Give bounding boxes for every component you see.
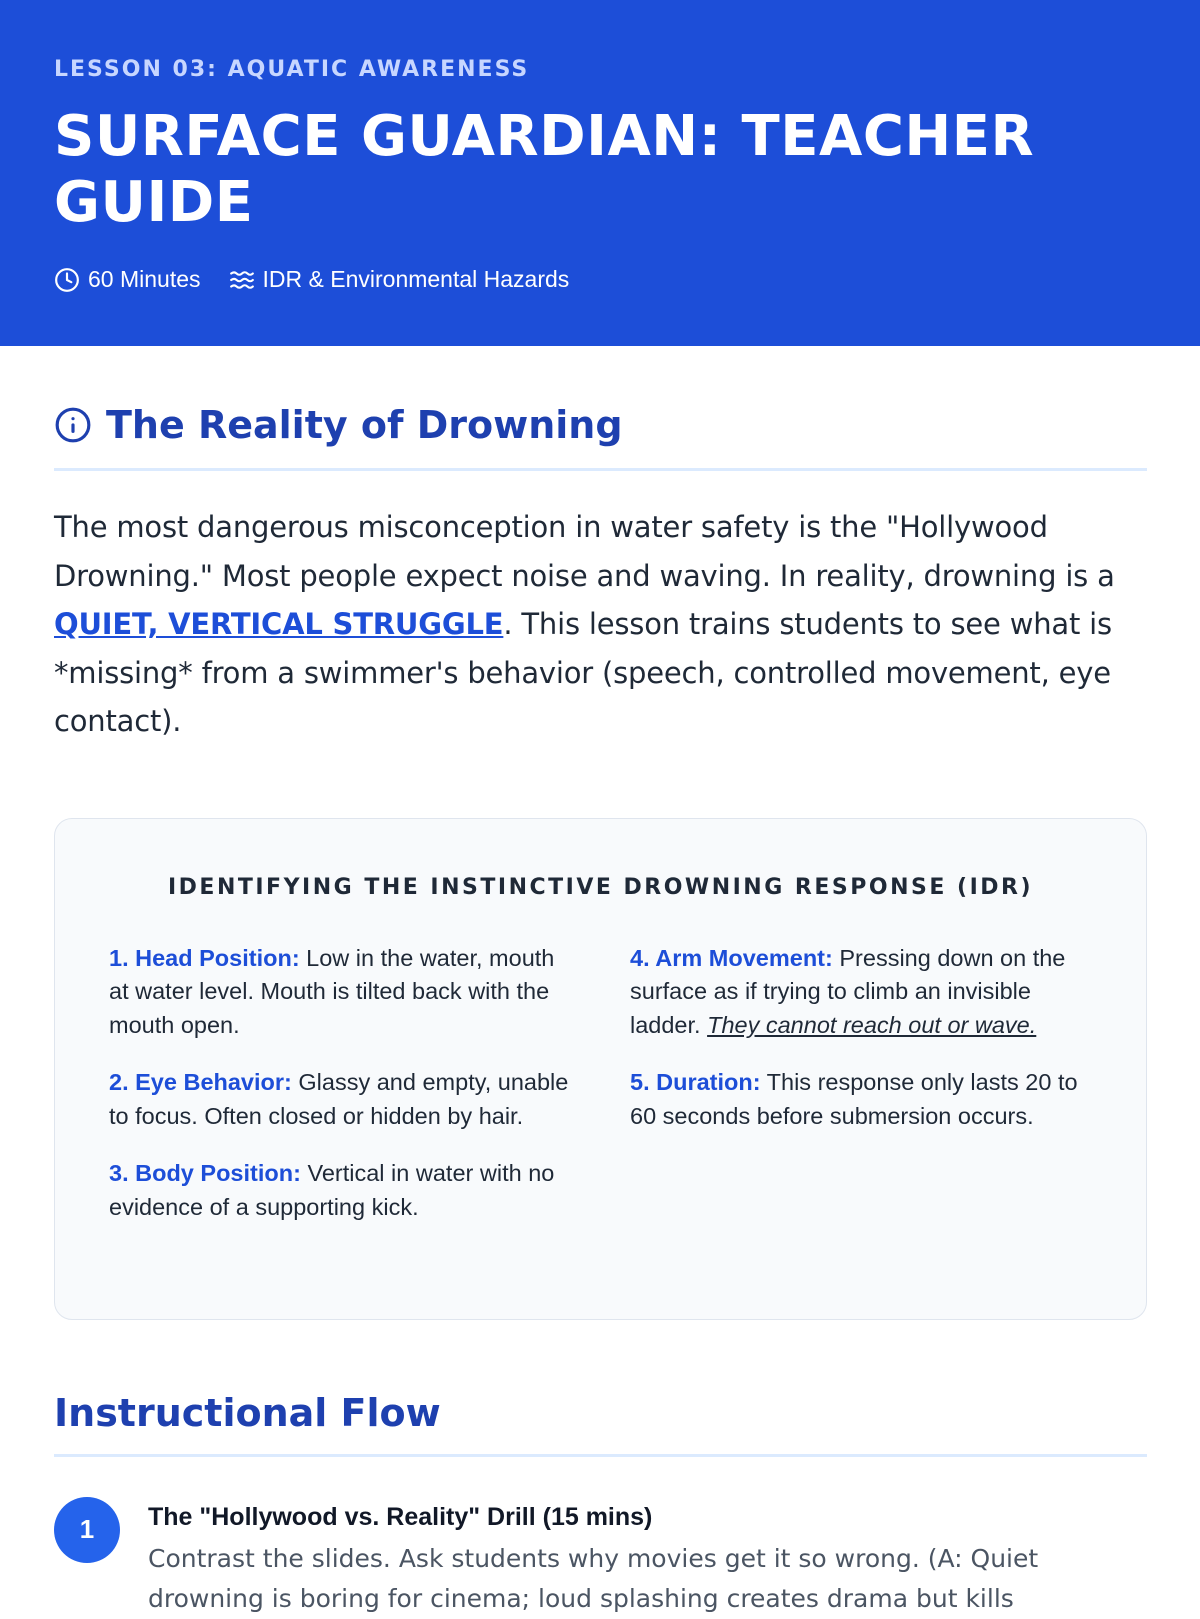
section-title: Instructional Flow [54,1390,441,1435]
section-flow-heading [54,1390,1147,1457]
lesson-header [0,0,1200,346]
idr-column-left [109,942,571,1249]
idr-item-arm-movement [630,942,1092,1043]
intro-text-start: The most dangerous misconception in water safety is the "Hollywood Drowning." Most people expect noise and waving. In reality, drowning is a [54,510,1115,593]
meta-topic-label: IDR & Environmental Hazards [262,266,570,292]
idr-item-text: Vertical in water with no evidence of a supporting kick. [109,1160,555,1220]
step-description: Contrast the slides. Ask students why movies get it so wrong. (A: Quiet drowning is boring for cinema; loud splashing creates drama but kills [148,1543,1039,1613]
idr-item-emphasis: They cannot reach out or wave. [707,1011,1037,1038]
idr-item-eye-behavior [109,1066,571,1133]
intro-highlight: QUIET, VERTICAL STRUGGLE [54,607,504,641]
idr-item-label: 5. Duration: [630,1069,761,1095]
idr-item-label: 3. Body Position: [109,1160,301,1186]
idr-callout [54,818,1147,1320]
clock-icon [54,267,80,293]
lesson-eyebrow: LESSON 03: AQUATIC AWARENESS [54,57,530,82]
idr-item-text: This response only lasts 20 to 60 seconds before submersion occurs. [630,1069,1078,1129]
idr-item-head-position [109,942,571,1043]
section-title: The Reality of Drowning [106,403,623,447]
lesson-meta [54,266,1146,293]
info-icon [54,406,92,444]
step-body [148,1497,1147,1619]
step-title: The "Hollywood vs. Reality" Drill (15 mins) [148,1502,653,1531]
intro-text-end: . This lesson trains students to see what is *missing* from a swimmer's behavior (speech, controlled movement, eye contact). [54,607,1112,738]
idr-item-label: 4. Arm Movement: [630,944,833,971]
idr-item-text: Pressing down on the surface as if trying to climb an invisible ladder. [630,944,1066,1038]
idr-item-duration [630,1066,1092,1133]
section-reality-heading [54,402,1147,471]
idr-grid [109,942,1092,1249]
idr-item-label: 1. Head Position: [109,944,300,971]
step-number-badge: 1 [54,1497,120,1563]
idr-item-text: Low in the water, mouth at water level. Mouth is tilted back with the mouth open. [109,944,555,1038]
idr-title: IDENTIFYING THE INSTINCTIVE DROWNING RESPONSE (IDR) [167,874,1034,900]
page-title: SURFACE GUARDIAN: TEACHER GUIDE [54,104,1035,235]
idr-column-right [630,942,1092,1249]
flow-step [54,1497,1147,1619]
idr-item-text: Glassy and empty, unable to focus. Often closed or hidden by hair. [109,1069,569,1129]
waves-icon [229,267,255,293]
intro-paragraph [54,503,1147,746]
idr-item-body-position [109,1157,571,1224]
guide-content [54,346,1147,1619]
idr-item-label: 2. Eye Behavior: [109,1069,292,1095]
meta-duration-label: 60 Minutes [88,266,201,292]
meta-duration [54,266,201,293]
meta-topic [229,266,570,293]
